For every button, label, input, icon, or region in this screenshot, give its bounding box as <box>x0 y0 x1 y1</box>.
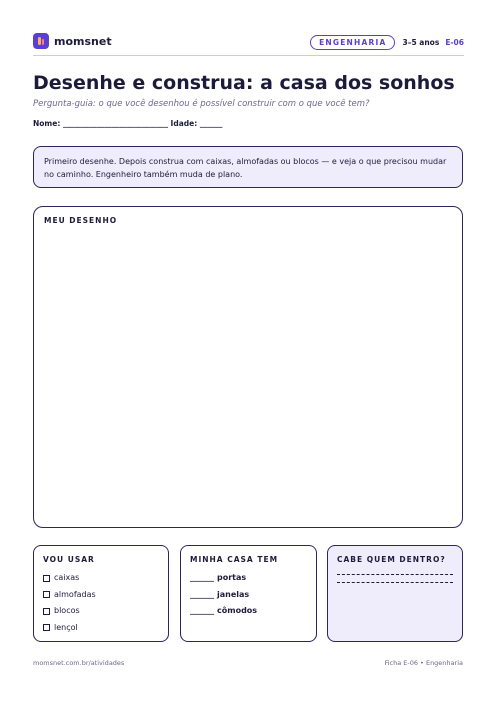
brand-name: momsnet <box>54 34 112 48</box>
instructions-text: Primeiro desenhe. Depois construa com caixas, almofadas ou blocos — e veja o que precisou mudar no caminho. Engenheiro também muda de plano. <box>44 157 447 179</box>
count-blank: ______ <box>190 573 214 582</box>
sheet-code: E-06 <box>445 37 464 47</box>
list-item: ______ janelas <box>190 587 307 604</box>
page-header <box>33 33 464 55</box>
age-range: 3–5 anos <box>402 37 440 47</box>
name-age-fields: Nome: ____________________________ Idade: ______ <box>33 119 223 128</box>
brand-logo <box>33 33 112 49</box>
count-blank: ______ <box>190 606 214 615</box>
guiding-question: Pergunta-guia: o que você desenhou é possível construir com o que você tem? <box>33 99 370 109</box>
checkbox-icon <box>43 591 50 598</box>
list-item: lençol <box>43 620 159 637</box>
page-title: Desenhe e construa: a casa dos sonhos <box>33 72 455 94</box>
category-badge: ENGENHARIA <box>310 35 395 50</box>
checkbox-icon <box>43 608 50 615</box>
drawing-area <box>33 206 463 528</box>
list-item: almofadas <box>43 587 159 604</box>
instructions-box <box>33 146 463 188</box>
house-features-label: MINHA CASA TEM <box>190 555 279 564</box>
materials-card <box>33 545 169 642</box>
drawing-label: MEU DESENHO <box>44 216 118 225</box>
list-item: ______ cômodos <box>190 603 307 620</box>
checkbox-icon <box>43 575 50 582</box>
answer-line <box>337 582 453 583</box>
header-divider <box>33 55 464 56</box>
materials-label: VOU USAR <box>43 555 95 564</box>
who-fits-card <box>327 545 463 642</box>
count-blank: ______ <box>190 589 214 599</box>
list-item: blocos <box>43 603 159 620</box>
list-item: ______ portas <box>190 570 307 587</box>
checkbox-icon <box>43 624 50 631</box>
answer-line <box>337 574 453 575</box>
header-meta <box>310 33 464 51</box>
momsnet-logo-icon <box>33 33 49 49</box>
footer-sheet-info: Ficha E-06 • Engenharia <box>384 659 463 667</box>
list-item: caixas <box>43 570 159 587</box>
footer-url: momsnet.com.br/atividades <box>33 659 125 667</box>
who-fits-label: CABE QUEM DENTRO? <box>337 555 446 564</box>
house-features-card <box>180 545 317 642</box>
